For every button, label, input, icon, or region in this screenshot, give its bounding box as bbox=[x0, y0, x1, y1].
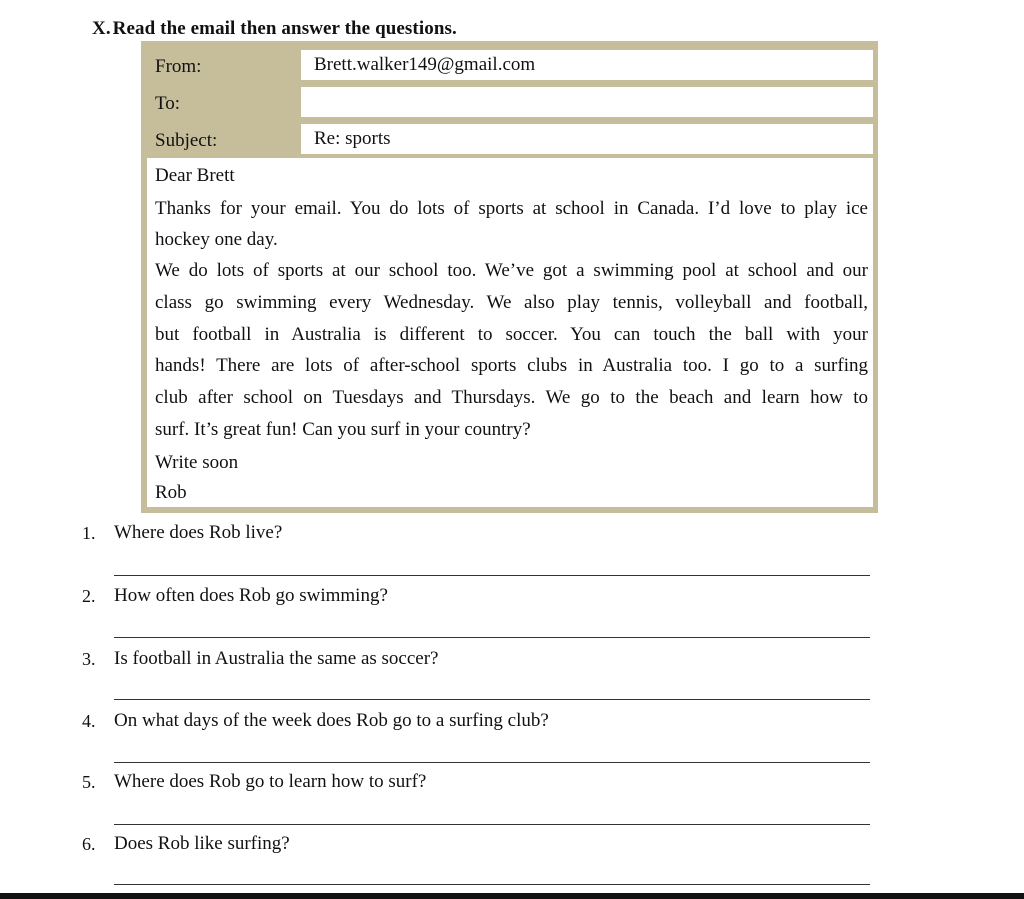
question-text: Is football in Australia the same as soccer? bbox=[114, 648, 439, 669]
email-body-line: We do lots of sports at our school too. We’ve got a swimming pool at school and our bbox=[155, 260, 868, 281]
question-number: 5. bbox=[82, 772, 96, 792]
exercise-number: X. bbox=[92, 18, 111, 39]
answer-line-4[interactable] bbox=[114, 762, 870, 763]
email-body-line: but football in Australia is different to soccer. You can touch the ball with your bbox=[155, 324, 868, 345]
question-text: Does Rob like surfing? bbox=[114, 833, 290, 854]
email-signoff: Write soon bbox=[155, 452, 239, 473]
subject-field: Re: sports bbox=[301, 124, 873, 154]
answer-line-1[interactable] bbox=[114, 575, 870, 576]
subject-label: Subject: bbox=[155, 130, 218, 151]
exercise-instruction: Read the email then answer the questions. bbox=[112, 18, 457, 39]
question-number: 6. bbox=[82, 834, 96, 854]
email-body-line: Thanks for your email. You do lots of sports at school in Canada. I’d love to play ice bbox=[155, 198, 868, 219]
to-label: To: bbox=[155, 93, 181, 114]
to-field bbox=[301, 87, 873, 117]
page-bottom-border bbox=[0, 893, 1024, 899]
email-body-line: surf. It’s great fun! Can you surf in your country? bbox=[155, 419, 531, 440]
answer-line-3[interactable] bbox=[114, 699, 870, 700]
email-body-line: club after school on Tuesdays and Thursdays. We go to the beach and learn how to bbox=[155, 387, 868, 408]
from-field: Brett.walker149@gmail.com bbox=[301, 50, 873, 80]
email-body-line: hockey one day. bbox=[155, 229, 278, 250]
question-text: How often does Rob go swimming? bbox=[114, 585, 388, 606]
email-greeting: Dear Brett bbox=[155, 165, 235, 186]
question-text: Where does Rob go to learn how to surf? bbox=[114, 771, 427, 792]
question-text: On what days of the week does Rob go to a surfing club? bbox=[114, 710, 549, 731]
question-text: Where does Rob live? bbox=[114, 522, 283, 543]
answer-line-2[interactable] bbox=[114, 637, 870, 638]
answer-line-5[interactable] bbox=[114, 824, 870, 825]
from-label: From: bbox=[155, 56, 202, 77]
email-body-line: class go swimming every Wednesday. We also play tennis, volleyball and football, bbox=[155, 292, 868, 313]
email-body bbox=[147, 158, 873, 507]
exercise-heading bbox=[92, 18, 457, 40]
email-signature: Rob bbox=[155, 482, 187, 503]
question-number: 4. bbox=[82, 711, 96, 731]
question-number: 1. bbox=[82, 523, 96, 543]
email-box bbox=[141, 41, 878, 513]
email-body-line: hands! There are lots of after-school sports clubs in Australia too. I go to a surfing bbox=[155, 355, 868, 376]
answer-line-6[interactable] bbox=[114, 884, 870, 885]
question-number: 2. bbox=[82, 586, 96, 606]
question-number: 3. bbox=[82, 649, 96, 669]
